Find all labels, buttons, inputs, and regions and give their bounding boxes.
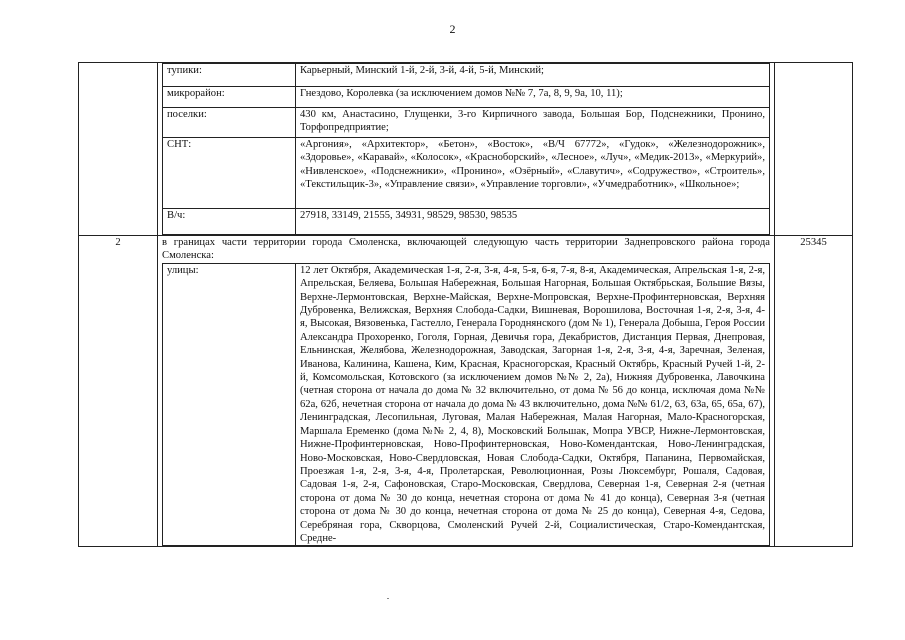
list-item (163, 87, 770, 108)
item-label: микрорайон: (163, 87, 296, 108)
item-label: тупики: (163, 64, 296, 87)
row2-content-cell (158, 236, 775, 547)
item-label: СНТ: (163, 138, 296, 209)
list-item (163, 138, 770, 209)
page-number: 2 (449, 22, 456, 36)
item-value: 27918, 33149, 21555, 34931, 98529, 98530, 98535 (296, 209, 770, 235)
scan-speck (387, 598, 389, 599)
row1-items (162, 63, 770, 235)
streets-label: улицы: (163, 263, 296, 546)
item-value: Карьерный, Минский 1-й, 2-й, 3-й, 4-й, 5-й, Минский; (296, 64, 770, 87)
list-item (163, 108, 770, 138)
row1-content-cell (158, 63, 775, 236)
row1-number-cell (79, 63, 158, 236)
list-item (163, 263, 770, 546)
list-item (163, 209, 770, 235)
streets-value: 12 лет Октября, Академическая 1-я, 2-я, 3-я, 4-я, 5-я, 6-я, 7-я, 8-я, Академическая, Апрельская 1-я, 2-я, Апрельская, Беляева, Большая Набережная, Большая Нагорная, Большая Октябрьская, Большие Вязы, Верхне-Лермонтовская, Верхне-Майская, Верхне-Мопровская, Верхне-Профинтерновская, Верхняя Дубровенка, Велижская, Верхняя Слобода-Садки, Вишневая, Ворошилова, Восточная 1-я, 2-я, 3-я, 4-я, Высокая, Вязовенька, Гастелло, Генерала Городнянского (дом № 1), Генерала Добыша, Героя России Александра Прохоренко, Гоголя, Горная, Девичья гора, Декабристов, Дистанция Первая, Днепровая, Ельнинская, Желябова, Железнодорожная, Заводская, Загорная 1-я, 2-я, 3-я, 4-я, Заречная, Зеленая, Иванова, Калинина, Кашена, Ким, Красная, Красногорская, Красный Октябрь, Красный Ручей 1-й, 2-й, Комсомольская, Котовского (за исключением домов №№ 2, 2а), Нижняя Дубровенка, Лавочкина (четная сторона от начала до дома № 32 включительно, от дома № 56 до конца, исключая дома №№ 62а, 62б, нечетная сторона от начала до дома № 43 включительно, дома №№ 61/2, 63, 63а, 65, 65а, 67), Ленинградская, Лесопильная, Луговая, Малая Набережная, Малая Нагорная, Мало-Красногорская, Маршала Еременко (дома №№ 2, 4, 8), Московский Большак, Мопра УВСР, Нижне-Лермонтовская, Нижне-Профинтерновская, Ново-Профинтерновская, Ново-Комендантская, Ново-Ленинградская, Ново-Московская, Ново-Свердловская, Новая Слобода-Садки, Октября, Папанина, Первомайская, Проезжая 1-я, 2-я, 3-я, 4-я, Пролетарская, Революционная, Розы Люксембург, Рошаля, Садовая, Садовая 1-я, 2-я, Сафоновская, Старо-Московская, Свердлова, Северная 1-я, Северная 2-я (четная сторона от дома № 30 до конца, нечетная сторона от дома № 41 до конца), Северная 3-я (четная сторона от дома № 30 до конца, нечетная сторона от дома № 25 до конца), Северная 4-я, Седова, Серебряная гора, Скворцова, Смоленский Ручей 2-й, Социалистическая, Старо-Комендантская, Средне- (296, 263, 770, 546)
list-item (163, 64, 770, 87)
table-row (79, 236, 853, 547)
territory-table (78, 62, 853, 547)
item-value: Гнездово, Королевка (за исключением домов №№ 7, 7а, 8, 9, 9а, 10, 11); (296, 87, 770, 108)
row1-total-cell (775, 63, 853, 236)
item-label: поселки: (163, 108, 296, 138)
row2-heading: в границах части территории города Смоленска, включающей следующую часть территории Заднепровского района города Смоленска: (162, 237, 770, 262)
item-value: «Аргония», «Архитектор», «Бетон», «Восток», «В/Ч 67772», «Гудок», «Железнодорожник», «Здоровье», «Каравай», «Колосок», «Красноборский», «Лесное», «Луч», «Медик-2013», «Меркурий», «Нивленское», «Подснежники», «Пронино», «Озёрный», «Славутич», «Содружество», «Строитель», «Текстильщик-3», «Управление связи», «Управление торговли», «Учмедработник», «Школьное»; (296, 138, 770, 209)
table-row (79, 63, 853, 236)
row2-total: 25345 (775, 236, 853, 547)
row2-streets (162, 263, 770, 547)
row2-number: 2 (79, 236, 158, 547)
item-label: В/ч: (163, 209, 296, 235)
item-value: 430 км, Анастасино, Глущенки, 3-го Кирпичного завода, Большая Бор, Подснежники, Пронино, Торфопредприятие; (296, 108, 770, 138)
